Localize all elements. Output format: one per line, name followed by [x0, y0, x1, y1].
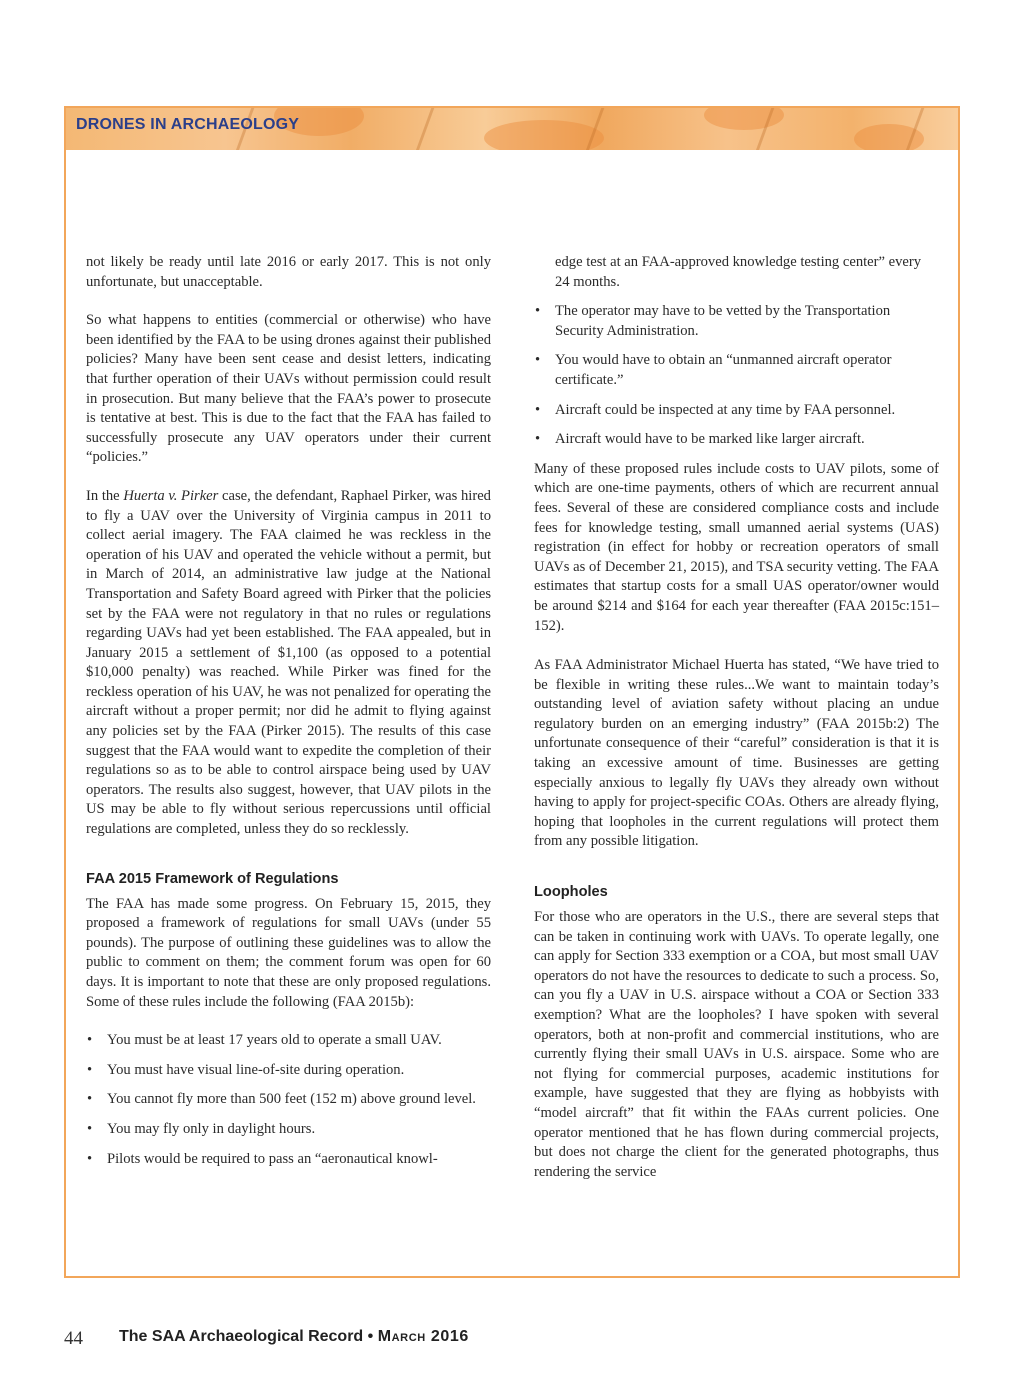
- section-heading: Loopholes: [534, 884, 608, 901]
- list-item: • You may fly only in daylight hours.: [86, 1120, 491, 1140]
- case-name: Huerta v. Pirker: [123, 487, 219, 504]
- page-number: 44: [64, 1328, 83, 1349]
- paragraph: [86, 487, 491, 840]
- paragraph: So what happens to entities (commercial or otherwise) who have been identified by the FAA to be using drones against their published policies? Many have been sent cease and desist letters, indicating that further operation of their UAVs without permission could result in prosecution. But many believe that the FAA’s power to prosecute is tentative at best. This is due to the fact that the FAA has failed to successfully prosecute any UAV operators under their current “policies.”: [86, 312, 491, 466]
- paragraph: not likely be ready until late 2016 or early 2017. This is not only unfortunate, but unacceptable.: [86, 254, 491, 290]
- right-column: [534, 253, 939, 1182]
- section-heading: FAA 2015 Framework of Regulations: [86, 870, 339, 887]
- rules-list: [86, 1031, 491, 1169]
- list-item: • You must have visual line-of-site during operation.: [86, 1061, 491, 1081]
- paragraph: Many of these proposed rules include costs to UAV pilots, some of which are one-time payments, others of which are recurrent annual fees. Several of these are considered compliance costs and include fees for knowledge testing, small umanned aerial systems (UAS) registration (in effect for hobby or recreation operators of small UAVs as of December 21, 2015), and TSA security vetting. The FAA estimates that startup costs for a small UAS operator/owner would be around $214 and $164 for each year thereafter (FAA 2015c:151–152).: [534, 460, 939, 634]
- paragraph: For those who are operators in the U.S., there are several steps that can be taken in continuing work with UAVs. To operate legally, one can apply for Section 333 exemption or a COA, but most small UAV operators do not have the resources to dedicate to such a process. So, can you fly a UAV in U.S. airspace without a COA or Section 333 exemption? What are the loopholes? I have spoken with several operators, both at non-profit and commercial institutions, who are currently flying their small UAVs in U.S. airspace. Some who are not flying for commercial purposes, academic institutions for example, have suggested that they are flying as hobbyists with “model aircraft” that fit within the FAAs current policies. One operator mentioned that he has flown during commercial projects, but does not charge the client for the generated photographs, thus rendering the service: [534, 909, 939, 1180]
- list-item: • You would have to obtain an “unmanned aircraft operator certificate.”: [534, 351, 939, 390]
- list-continuation: edge test at an FAA-approved knowledge testing center” every 24 months.: [555, 254, 922, 290]
- list-item: • You cannot fly more than 500 feet (152 m) above ground level.: [86, 1090, 491, 1110]
- list-item: • You must be at least 17 years old to operate a small UAV.: [86, 1031, 491, 1051]
- paragraph: The FAA has made some progress. On February 15, 2015, they proposed a framework of regulations for small UAVs (under 55 pounds). The purpose of outlining these guidelines was to allow the public to comment on them; the comment forum was open for 60 days. It is important to note that these are only proposed regulations. Some of these rules include the following (FAA 2015b):: [86, 895, 491, 1010]
- journal-line: [119, 1328, 469, 1346]
- left-column: [86, 253, 491, 1169]
- separator: •: [363, 1328, 378, 1345]
- list-item: • Aircraft could be inspected at any time by FAA personnel.: [534, 401, 939, 421]
- list-item: • Pilots would be required to pass an “aeronautical knowl-: [86, 1150, 491, 1170]
- section-title: DRONES IN ARCHAEOLOGY: [76, 116, 300, 133]
- rules-list-continued: [534, 302, 939, 450]
- paragraph: As FAA Administrator Michael Huerta has stated, “We have tried to be flexible in writing these rules...We want to maintain today’s outstanding level of aviation safety without placing an undue regulatory burden on an emerging industry” (FAA 2015b:2) The unfortunate consequence of their “careful” consideration is that it is taking an excessive amount of time. Businesses are getting especially anxious to legally fly UAVs they already own without having to apply for project-specific COAs. Others are already flying, hoping that loopholes in the current regulations will protect them from any possible litigation.: [534, 657, 939, 850]
- journal-title: The SAA Archaeological Record: [119, 1328, 364, 1345]
- text-run: In the: [86, 487, 124, 504]
- list-item: • Aircraft would have to be marked like larger aircraft.: [534, 430, 939, 450]
- text-run: case, the defendant, Raphael Pirker, was hired to fly a UAV over the University of Virginia campus in 2011 to collect aerial imagery. The FAA claimed he was reckless in the operation of his UAV and operated the vehicle without a permit, but in March of 2014, an administrative law judge at the National Transportation and Safety Board agreed with Pirker that the policies set by the FAA were not regulatory in that no rules or regulations regarding UAVs had yet been established. The FAA appealed, but in January 2015 a settlement of $1,100 (as opposed to a potential $10,000 penalty) was reached. While Pirker was fined for the reckless operation of his UAV, he was not penalized for operating the aircraft without a proper permit; nor did he admit to flying against any policies set by the FAA (Pirker 2015). The results of this case suggest that the FAA would want to expedite the completion of their regulations so as to be able to control airspace being used by UAV operators. The results also suggest, however, that UAV pilots in the US may be able to fly without serious repercussions until official regulations are completed, unless they do so recklessly.: [86, 487, 491, 838]
- list-item: • The operator may have to be vetted by the Transportation Security Administration.: [534, 302, 939, 341]
- issue-date: March 2016: [377, 1328, 469, 1345]
